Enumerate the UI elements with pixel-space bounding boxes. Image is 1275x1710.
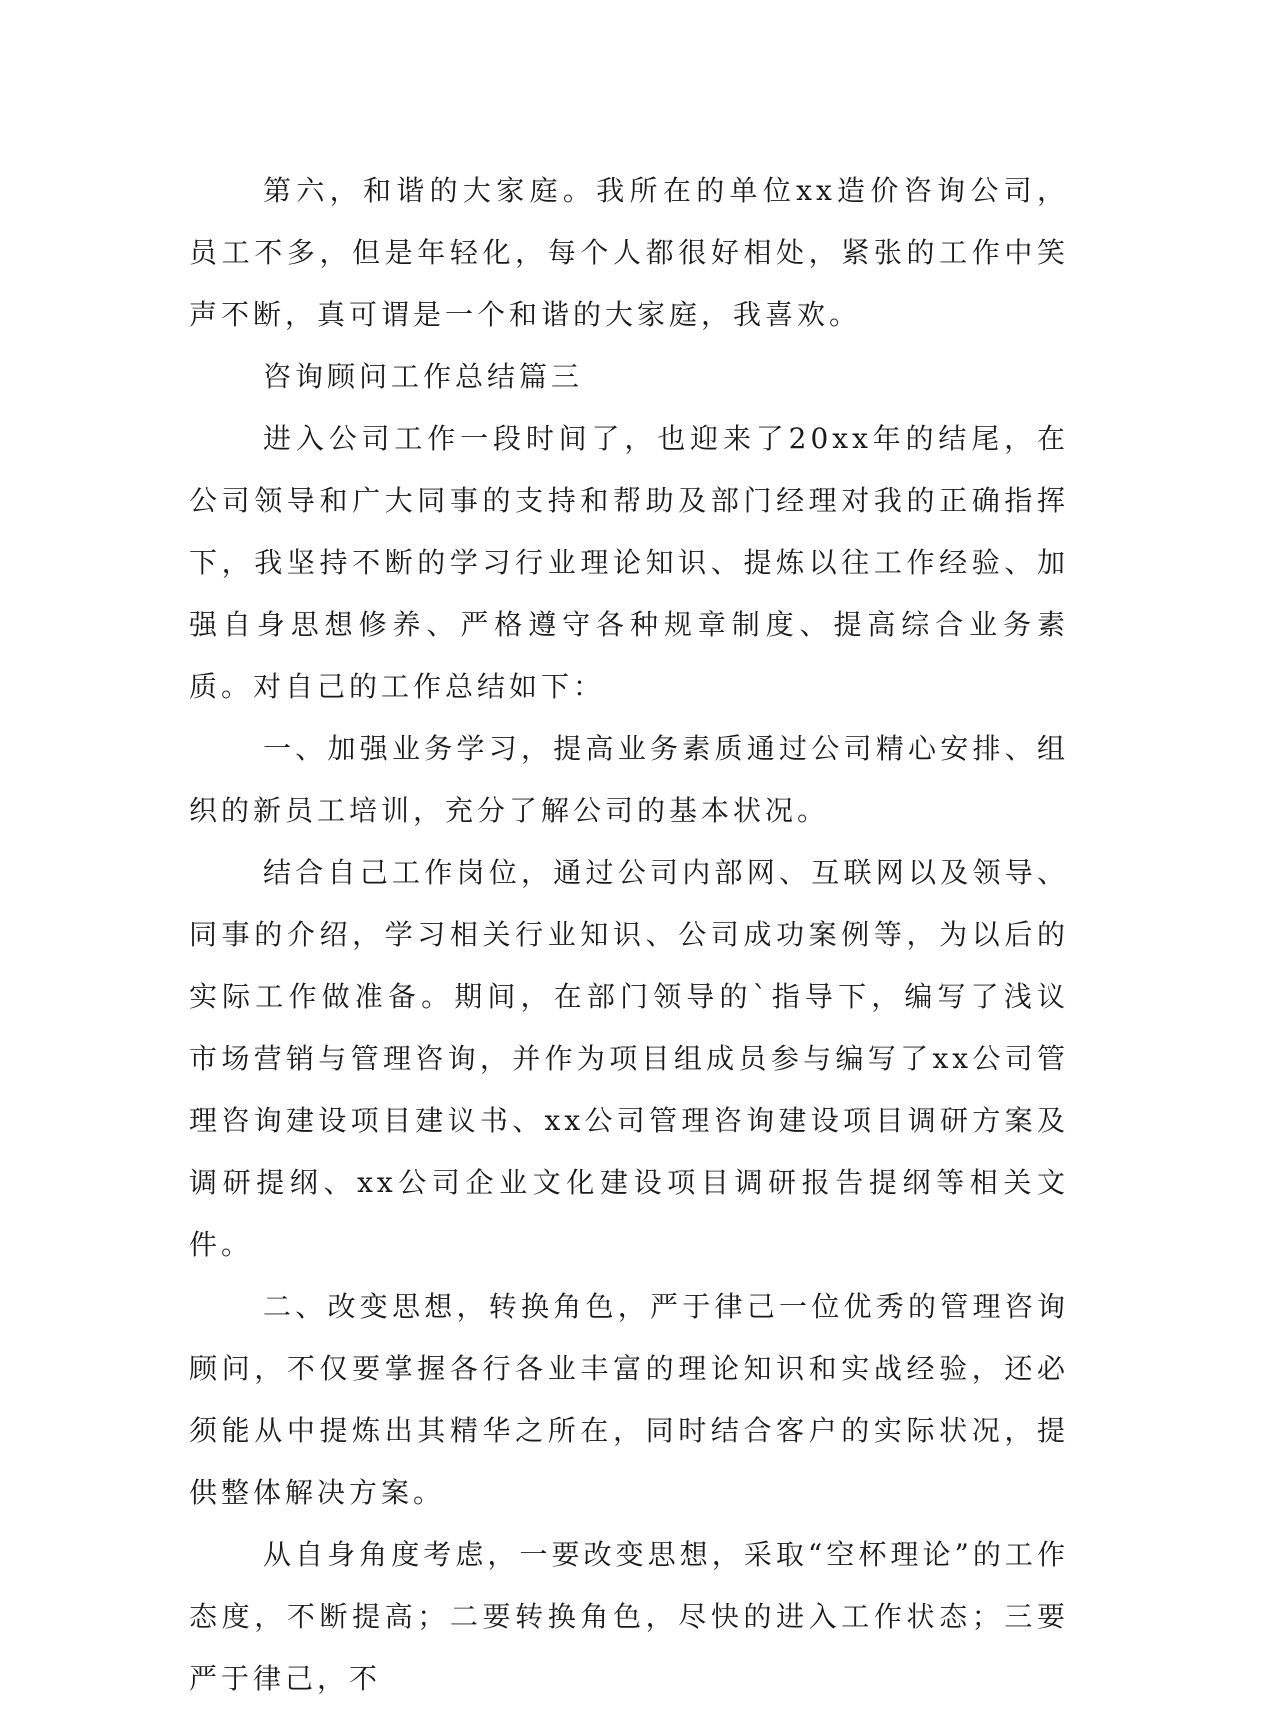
paragraph-point-two: 二、改变思想，转换角色，严于律己一位优秀的管理咨询顾问，不仅要掌握各行各业丰富的理论知识和实战经验，还必须能从中提炼出其精华之所在，同时结合客户的实际状况，提供整体解决方案。 [189,1290,1069,1509]
paragraph-harmonious-family: 第六，和谐的大家庭。我所在的单位xx造价咨询公司，员工不多，但是年轻化，每个人都很好相处，紧张的工作中笑声不断，真可谓是一个和谐的大家庭，我喜欢。 [189,174,1069,331]
document-body [189,160,1069,1710]
paragraph-self-perspective: 从自身角度考虑，一要改变思想，采取“空杯理论”的工作态度，不断提高；二要转换角色，尽快的进入工作状态；三要严于律己，不 [189,1538,1069,1695]
paragraph-work-details: 结合自己工作岗位，通过公司内部网、互联网以及领导、同事的介绍，学习相关行业知识、公司成功案例等，为以后的实际工作做准备。期间，在部门领导的`指导下，编写了浅议市场营销与管理咨询，并作为项目组成员参与编写了xx公司管理咨询建设项目建议书、xx公司管理咨询建设项目调研方案及调研提纲、xx公司企业文化建设项目调研报告提纲等相关文件。 [189,856,1069,1261]
paragraph-point-one: 一、加强业务学习，提高业务素质通过公司精心安排、组织的新员工培训，充分了解公司的基本状况。 [189,732,1069,827]
section-heading: 咨询顾问工作总结篇三 [263,360,584,393]
paragraph-intro: 进入公司工作一段时间了，也迎来了20xx年的结尾，在公司领导和广大同事的支持和帮助及部门经理对我的正确指挥下，我坚持不断的学习行业理论知识、提炼以往工作经验、加强自身思想修养、严格遵守各种规章制度、提高综合业务素质。对自己的工作总结如下： [189,422,1069,703]
